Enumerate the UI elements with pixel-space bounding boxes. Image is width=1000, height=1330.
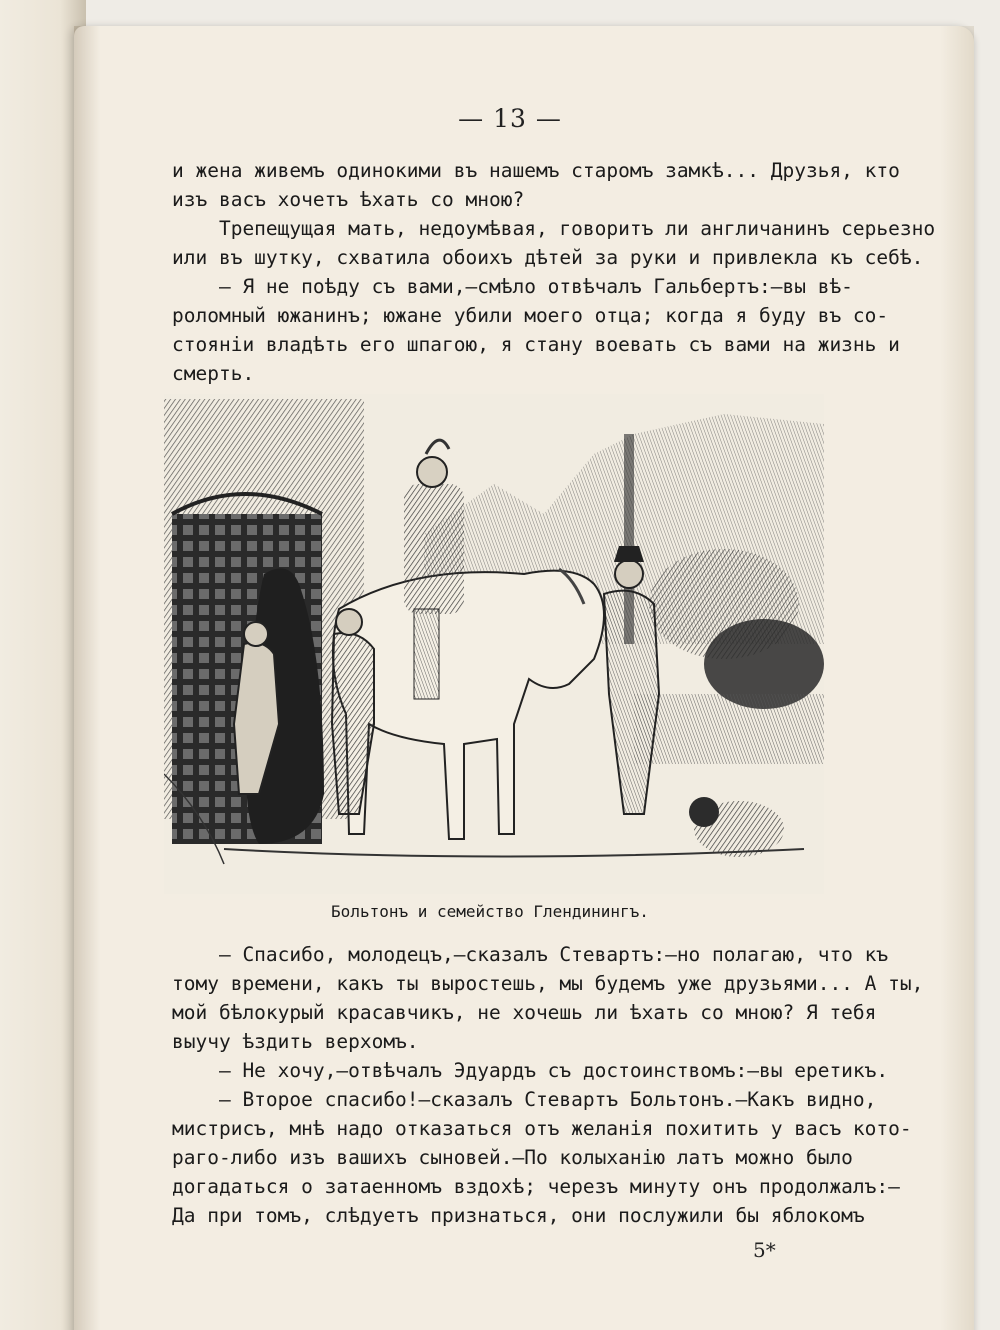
top-text-block <box>172 156 936 388</box>
text-line: — Второе спасибо!—сказалъ Стевартъ Больтонъ.—Какъ видно, <box>172 1088 877 1111</box>
armored-rider <box>404 484 464 614</box>
illustration-caption: Больтонъ и семейство Глендинингъ. <box>331 902 649 921</box>
text-line: роломный южанинъ; южане убили моего отца; когда я буду въ со- <box>172 304 889 327</box>
text-line: Да при томъ, слѣдуетъ признаться, они послужили бы яблокомъ <box>172 1204 865 1227</box>
text-line: — Я не поѣду съ вами,—смѣло отвѣчалъ Гальбертъ:—вы вѣ- <box>172 275 853 298</box>
text-line: мой бѣлокурый красавчикъ, не хочешь ли ѣхать со мною? Я тебя <box>172 1001 877 1024</box>
page-edge-shade <box>940 26 974 1330</box>
signature-mark: 5* <box>753 1238 776 1262</box>
text-line: — Не хочу,—отвѣчалъ Эдуардъ съ достоинствомъ:—вы еретикъ. <box>172 1059 889 1082</box>
text-line: тому времени, какъ ты выростешь, мы будемъ уже друзьями... А ты, <box>172 972 924 995</box>
engraving-illustration <box>164 394 824 894</box>
text-line: выучу ѣздить верхомъ. <box>172 1030 419 1053</box>
text-line: смерть. <box>172 362 255 385</box>
text-line: мистрисъ, мнѣ надо отказаться отъ желанія похитить у васъ кото- <box>172 1117 912 1140</box>
text-line: и жена живемъ одинокими въ нашемъ старомъ замкѣ... Друзья, кто <box>172 159 900 182</box>
text-line: стояніи владѣть его шпагою, я стану воевать съ вами на жизнь и <box>172 333 900 356</box>
text-line: Трепещущая мать, недоумѣвая, говоритъ ли англичанинъ серьезно <box>172 217 936 240</box>
text-line: или въ шутку, схватила обоихъ дѣтей за руки и привлекла къ себѣ. <box>172 246 924 269</box>
page-number: — 13 — <box>458 104 562 133</box>
text-line: изъ васъ хочетъ ѣхать со мною? <box>172 188 525 211</box>
text-line: догадаться о затаенномъ вздохѣ; черезъ минуту онъ продолжалъ:— <box>172 1175 900 1198</box>
bottom-text-block <box>172 940 924 1230</box>
page-gutter-shadow <box>74 26 100 1330</box>
text-line: раго-либо изъ вашихъ сыновей.—По колыханію латъ можно было <box>172 1146 853 1169</box>
text-line: — Спасибо, молодецъ,—сказалъ Стевартъ:—но полагаю, что къ <box>172 943 889 966</box>
